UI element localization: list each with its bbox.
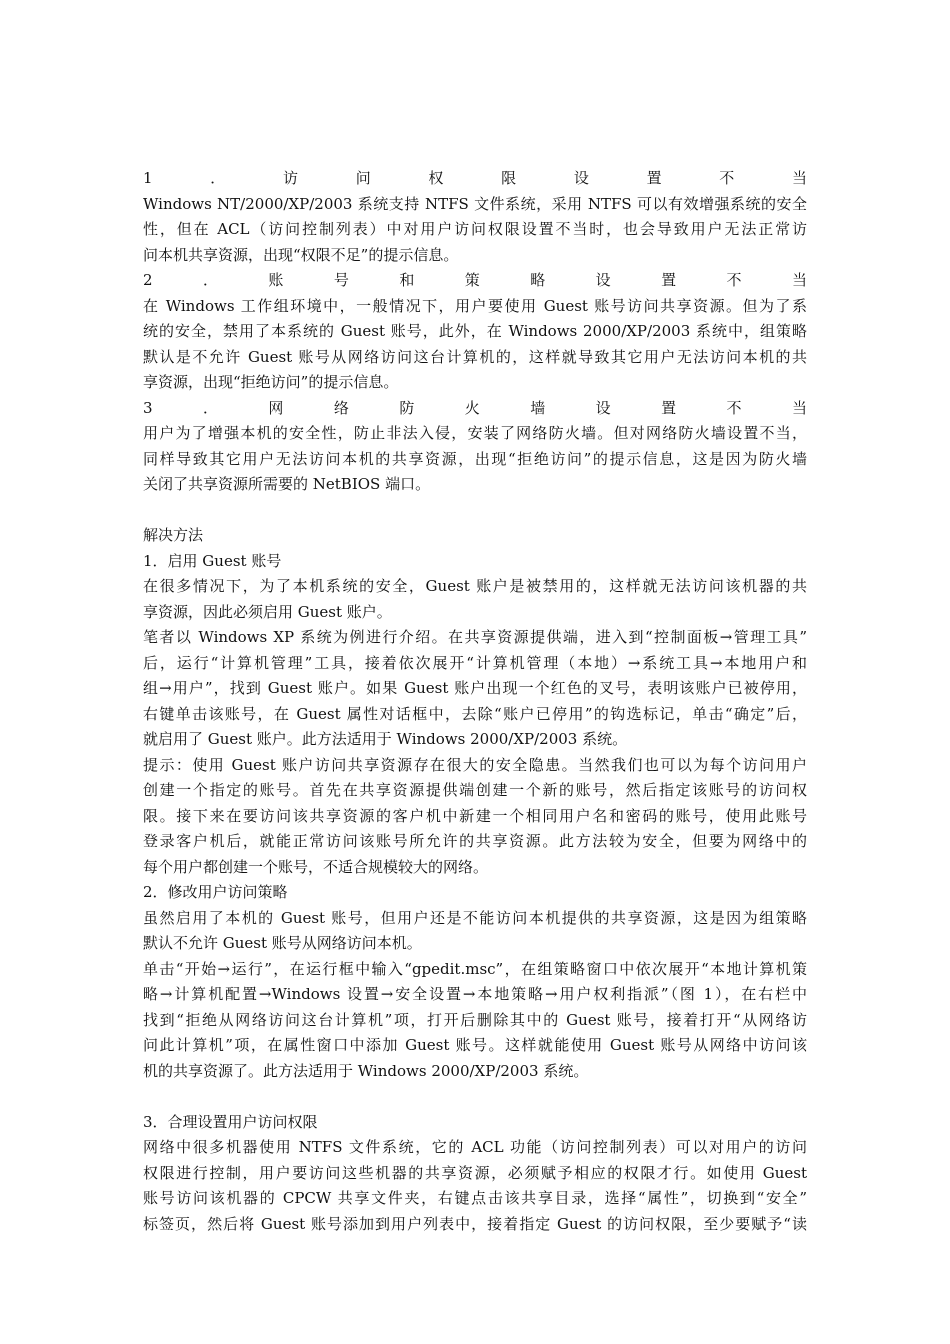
text-line: 1．启用 Guest 账号 [143, 551, 282, 570]
text-line: 在很多情况下，为了本机系统的安全，Guest 账户是被禁用的，这样就无法访问该机器的共 [143, 577, 807, 595]
text-line: 享资源，出现“拒绝访问”的提示信息。 [143, 373, 399, 391]
blank-line [143, 1084, 807, 1110]
text-line: 统的安全，禁用了本系统的 Guest 账号，此外，在 Windows 2000/XP/2003 系统中，组策略 [143, 322, 807, 340]
text-line: 关闭了共享资源所需要的 NetBIOS 端口。 [143, 475, 431, 493]
text-line: 默认不允许 Guest 账号从网络访问本机。 [143, 934, 422, 952]
text-line: 问此计算机”项，在属性窗口中添加 Guest 账号。这样就能使用 Guest 账号从网络中访问该 [143, 1036, 807, 1054]
document-page [143, 166, 807, 1237]
text-line: 2．修改用户访问策略 [143, 883, 288, 901]
text-line: 略→计算机配置→Windows 设置→安全设置→本地策略→用户权利指派”（图 1），在右栏中 [143, 985, 807, 1003]
text-line: 2．账号和策略设置不当 [143, 271, 807, 289]
text-line: 后，运行“计算机管理”工具，接着依次展开“计算机管理（本地）→系统工具→本地用户和 [143, 653, 807, 672]
text-line: 3．网络防火墙设置不当 [143, 398, 807, 417]
text-line: 创建一个指定的账号。首先在共享资源提供端创建一个新的账号，然后指定该账号的访问权 [143, 781, 807, 799]
text-line: 用户为了增强本机的安全性，防止非法入侵，安装了网络防火墙。但对网络防火墙设置不当， [143, 424, 807, 442]
text-line: 限。接下来在要访问该共享资源的客户机中新建一个相同用户名和密码的账号，使用此账号 [143, 806, 807, 825]
blank-line [143, 498, 807, 524]
text-line: Windows NT/2000/XP/2003 系统支持 NTFS 文件系统，采用 NTFS 可以有效增强系统的安全 [143, 194, 807, 213]
text-line: 单击“开始→运行”，在运行框中输入“gpedit.msc”，在组策略窗口中依次展开“本地计算机策 [143, 959, 807, 978]
text-line: 虽然启用了本机的 Guest 账号，但用户还是不能访问本机提供的共享资源，这是因为组策略 [143, 908, 807, 927]
text-line: 问本机共享资源，出现“权限不足”的提示信息。 [143, 245, 459, 264]
text-line: 右键单击该账号，在 Guest 属性对话框中，去除“账户已停用”的钩选标记，单击“确定”后， [143, 704, 807, 723]
text-line: 在 Windows 工作组环境中，一般情况下，用户要使用 Guest 账号访问共享资源。但为了系 [143, 296, 807, 315]
text-line: 1．访问权限设置不当 [143, 169, 807, 187]
text-line: 每个用户都创建一个账号，不适合规模较大的网络。 [143, 857, 489, 876]
text-line: 享资源，因此必须启用 Guest 账户。 [143, 602, 392, 621]
text-line: 权限进行控制，用户要访问这些机器的共享资源，必须赋予相应的权限才行。如使用 Guest [143, 1163, 807, 1182]
text-line: 账号访问该机器的 CPCW 共享文件夹，右键点击该共享目录，选择“属性”，切换到“安全” [143, 1189, 807, 1207]
text-line: 笔者以 Windows XP 系统为例进行介绍。在共享资源提供端，进入到“控制面板→管理工具” [143, 628, 807, 646]
text-line: 提示：使用 Guest 账户访问共享资源存在很大的安全隐患。当然我们也可以为每个访问用户 [143, 755, 807, 774]
text-line: 就启用了 Guest 账户。此方法适用于 Windows 2000/XP/2003 系统。 [143, 730, 628, 748]
text-line: 网络中很多机器使用 NTFS 文件系统，它的 ACL 功能（访问控制列表）可以对用户的访问 [143, 1138, 807, 1156]
text-line: 默认是不允许 Guest 账号从网络访问这台计算机的，这样就导致其它用户无法访问本机的共 [143, 347, 807, 366]
text-line: 机的共享资源了。此方法适用于 Windows 2000/XP/2003 系统。 [143, 1061, 589, 1080]
text-line: 3．合理设置用户访问权限 [143, 1112, 318, 1131]
text-line: 标签页，然后将 Guest 账号添加到用户列表中，接着指定 Guest 的访问权限，至少要赋予“读 [143, 1214, 807, 1233]
text-line: 登录客户机后，就能正常访问该账号所允许的共享资源。此方法较为安全，但要为网络中的 [143, 832, 807, 850]
text-line: 组→用户”，找到 Guest 账户。如果 Guest 账户出现一个红色的叉号，表明该账户已被停用， [143, 679, 807, 697]
text-line: 性，但在 ACL（访问控制列表）中对用户访问权限设置不当时，也会导致用户无法正常访 [143, 220, 807, 238]
text-line: 同样导致其它用户无法访问本机的共享资源，出现“拒绝访问”的提示信息，这是因为防火墙 [143, 449, 807, 468]
text-line: 解决方法 [143, 526, 204, 544]
text-line: 找到“拒绝从网络访问这台计算机”项，打开后删除其中的 Guest 账号，接着打开“从网络访 [143, 1010, 807, 1029]
